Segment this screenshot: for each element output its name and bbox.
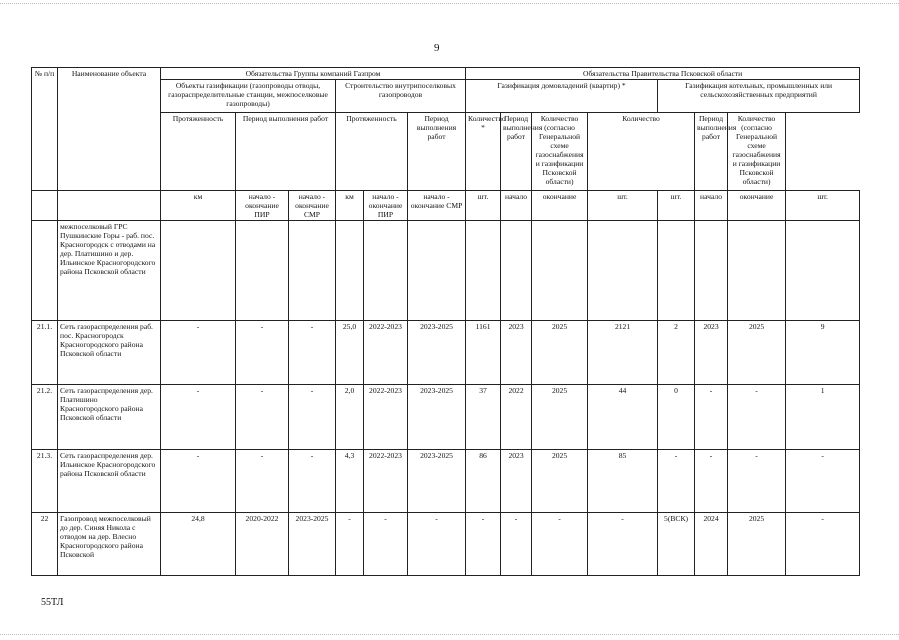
table-row [32,513,860,576]
header-internal-pipelines: Строительство внутрипоселковых газопроводов [336,80,466,113]
footer-code: 55ТЛ [41,597,64,608]
cell [786,221,860,321]
header-quantity: Количество [588,113,695,191]
cell: 2025 [532,321,588,385]
cell: 4,3 [336,450,364,513]
cell: 2023-2025 [289,513,336,576]
unit-cell: начало - окончание ПИР [236,191,289,221]
unit-cell: шт. [588,191,658,221]
cell [408,221,466,321]
cell: 2022 [501,385,532,450]
cell: 85 [588,450,658,513]
top-scan-edge [0,3,899,4]
unit-cell: окончание [532,191,588,221]
cell: 2023-2025 [408,321,466,385]
cell: 2025 [532,385,588,450]
header-period-4: Период выполнения работ [695,113,728,191]
cell: - [728,385,786,450]
header-boilers: Газификация котельных, промышленных или сельскохозяйственных предприятий [658,80,860,113]
row-name: Сеть газораспределения раб. пос. Красногородск Красногородского района Псковской области [58,321,161,385]
cell [161,221,236,321]
header-quantity-star: Количество * [466,113,501,191]
unit-cell: км [161,191,236,221]
row-name: Сеть газораспределения дер. Ильинское Красногородского района Псковской области [58,450,161,513]
cell: 2 [658,321,695,385]
units-blank-name [58,191,161,221]
cell: - [588,513,658,576]
cell: - [236,450,289,513]
cell: 37 [466,385,501,450]
header-num: № п/п [32,68,58,191]
header-length-2: Протяженность [336,113,408,191]
cell: 25,0 [336,321,364,385]
table-row [32,450,860,513]
cell: 2025 [532,450,588,513]
cell: 2023 [501,321,532,385]
cell [532,221,588,321]
units-blank-num [32,191,58,221]
header-period-works: Период выполнения работ [236,113,336,191]
header-quantity-general-2: Количество (согласно Генеральной схеме газоснабжения и газификации Псковской области) [728,113,786,191]
cell: 24,8 [161,513,236,576]
row-name: Газопровод межпоселковый до дер. Синяя Никола с отводом на дер. Влесно Красногородского района Псковской [58,513,161,576]
cell: 5(ВСК) [658,513,695,576]
table-row [32,385,860,450]
cell: 2025 [728,321,786,385]
header-period-2: Период выполнения работ [408,113,466,191]
header-households: Газификация домовладений (квартир) * [466,80,658,113]
cell: - [161,321,236,385]
cell: 2,0 [336,385,364,450]
cell: - [658,450,695,513]
cell: - [695,385,728,450]
unit-cell: начало - окончание СМР [289,191,336,221]
header-length: Протяженность [161,113,236,191]
unit-cell: шт. [466,191,501,221]
data-table [31,67,860,576]
cell: - [289,450,336,513]
row-num: 21.3. [32,450,58,513]
cell: - [695,450,728,513]
cell: - [336,513,364,576]
header-period-3: Период выполнения работ [501,113,532,191]
header-gazprom: Обязательства Группы компаний Газпром [161,68,466,80]
cell: 1 [786,385,860,450]
cell: - [364,513,408,576]
cell [695,221,728,321]
cell [588,221,658,321]
cell: 2023 [501,450,532,513]
header-name: Наименование объекта [58,68,161,191]
row-num: 22 [32,513,58,576]
cell [466,221,501,321]
cell: - [161,385,236,450]
cell [336,221,364,321]
header-gas-objects: Объекты газификации (газопроводы отводы, газораспределительные станции, межпоселковые газопроводы) [161,80,336,113]
row-num: 21.2. [32,385,58,450]
cell: 86 [466,450,501,513]
cell [501,221,532,321]
unit-cell: начало - окончание СМР [408,191,466,221]
page-number: 9 [434,42,440,54]
row-num: 21.1. [32,321,58,385]
cell [364,221,408,321]
cell [289,221,336,321]
cell: - [532,513,588,576]
unit-cell: начало [695,191,728,221]
cell: - [408,513,466,576]
cell: 2121 [588,321,658,385]
cell: 2024 [695,513,728,576]
cell: 0 [658,385,695,450]
bottom-scan-edge [0,634,899,635]
row-name: Сеть газораспределения дер. Платишино Красногородского района Псковской области [58,385,161,450]
cell: - [786,450,860,513]
cell: - [236,321,289,385]
cell: 1161 [466,321,501,385]
header-government: Обязательства Правительства Псковской области [466,68,860,80]
cell: 44 [588,385,658,450]
cell: 2023 [695,321,728,385]
cell: 2022-2023 [364,450,408,513]
cell [236,221,289,321]
cell: - [161,450,236,513]
cell [658,221,695,321]
cell [728,221,786,321]
unit-cell: шт. [786,191,860,221]
unit-cell: начало - окончание ПИР [364,191,408,221]
unit-cell: шт. [658,191,695,221]
row-num [32,221,58,321]
cell: - [289,385,336,450]
cell: - [466,513,501,576]
cell: 2022-2023 [364,321,408,385]
cell: 2023-2025 [408,385,466,450]
cell: - [501,513,532,576]
cell: - [728,450,786,513]
header-quantity-general: Количество (согласно Генеральной схеме газоснабжения и газификации Псковской области) [532,113,588,191]
cell: 2023-2025 [408,450,466,513]
cell: - [786,513,860,576]
cell: - [289,321,336,385]
unit-cell: начало [501,191,532,221]
cell: 2020-2022 [236,513,289,576]
unit-cell: км [336,191,364,221]
cell: 9 [786,321,860,385]
cell: 2022-2023 [364,385,408,450]
table-row [32,321,860,385]
row-name: межпоселковый ГРС Пушкинские Горы - раб. пос. Красногородск с отводами на дер. Платишино и дер. Ильинское Красногородского района Псковской области [58,221,161,321]
cell: - [236,385,289,450]
cell: 2025 [728,513,786,576]
unit-cell: окончание [728,191,786,221]
table-row [32,221,860,321]
